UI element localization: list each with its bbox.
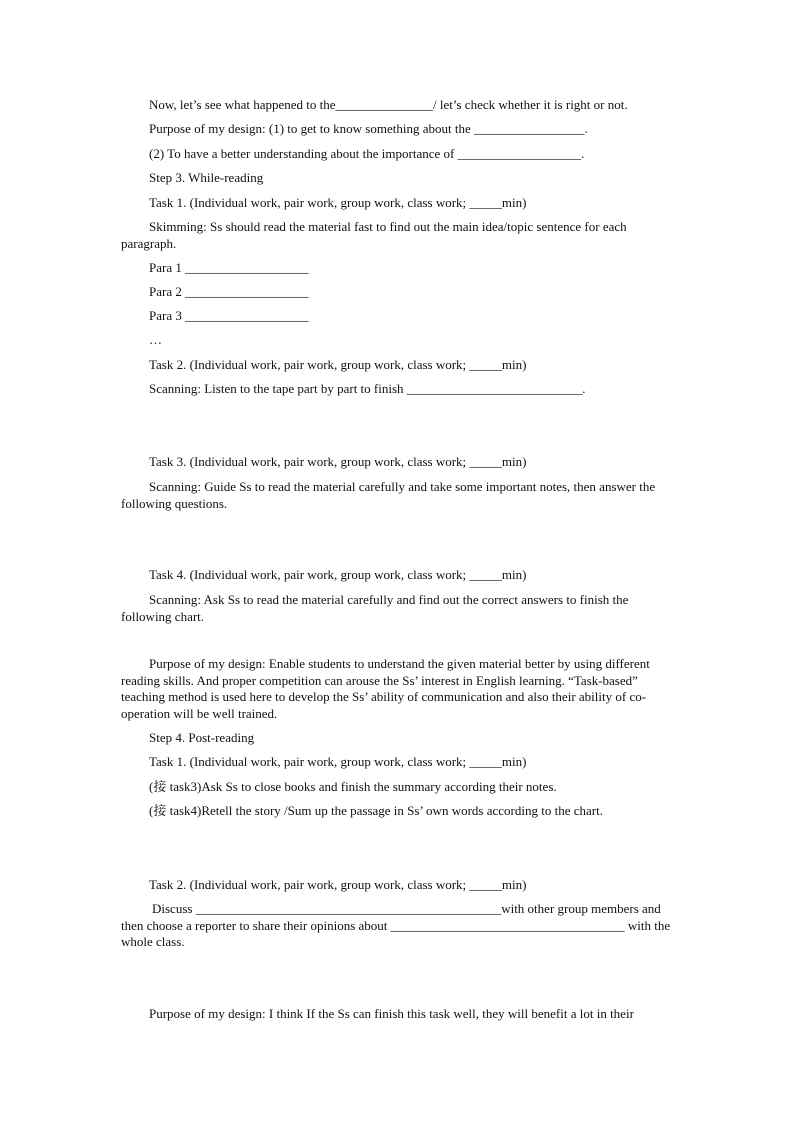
line-task-2: Task 2. (Individual work, pair work, group work, class work; _____min) [149, 357, 527, 372]
line-task3-summary: (接 task3)Ask Ss to close books and finish the summary according their notes. [149, 779, 557, 794]
line-post-task-1: Task 1. (Individual work, pair work, group work, class work; _____min) [149, 754, 527, 769]
paragraph-skimming: Skimming: Ss should read the material fast to find out the main idea/topic sentence for each paragraph. [121, 219, 627, 251]
line-para-3: Para 3 ___________________ [149, 308, 309, 323]
line-post-task-2: Task 2. (Individual work, pair work, group work, class work; _____min) [149, 877, 527, 892]
line-para-1: Para 1 ___________________ [149, 260, 309, 275]
line-scanning-tape: Scanning: Listen to the tape part by part to finish ___________________________. [149, 381, 586, 396]
line-task-4: Task 4. (Individual work, pair work, group work, class work; _____min) [149, 567, 527, 582]
line-purpose-1: Purpose of my design: (1) to get to know something about the _________________. [149, 121, 588, 136]
line-ellipsis: … [149, 332, 162, 347]
line-task-3: Task 3. (Individual work, pair work, group work, class work; _____min) [149, 454, 527, 469]
paragraph-discuss: Discuss _______________________________________________with other group members and then choose a reporter to share their opinions about ____________________________________ with the whole class. [121, 901, 671, 949]
heading-step-4: Step 4. Post-reading [149, 730, 255, 745]
paragraph-purpose-reading: Purpose of my design: Enable students to understand the given material better by using different reading skills. And proper competition can arouse the Ss’ interest in English learning. “Task-based” teaching method is used here to develop the Ss’ ability of communication and also their ability of co-operation will be well trained. [121, 656, 650, 721]
line-purpose-2: (2) To have a better understanding about the importance of ___________________. [149, 146, 585, 161]
heading-step-3: Step 3. While-reading [149, 170, 264, 185]
line-task-1: Task 1. (Individual work, pair work, group work, class work; _____min) [149, 195, 527, 210]
paragraph-scanning-chart: Scanning: Ask Ss to read the material carefully and find out the correct answers to finish the following chart. [121, 592, 629, 624]
line-para-2: Para 2 ___________________ [149, 284, 309, 299]
line-purpose-final: Purpose of my design: I think If the Ss can finish this task well, they will benefit a lot in their [149, 1006, 634, 1021]
line-task4-retell: (接 task4)Retell the story /Sum up the passage in Ss’ own words according to the chart. [149, 803, 603, 818]
line-now-lets-see: Now, let’s see what happened to the_______________/ let’s check whether it is right or not. [149, 97, 628, 112]
paragraph-scanning-notes: Scanning: Guide Ss to read the material carefully and take some important notes, then answer the following questions. [121, 479, 656, 511]
